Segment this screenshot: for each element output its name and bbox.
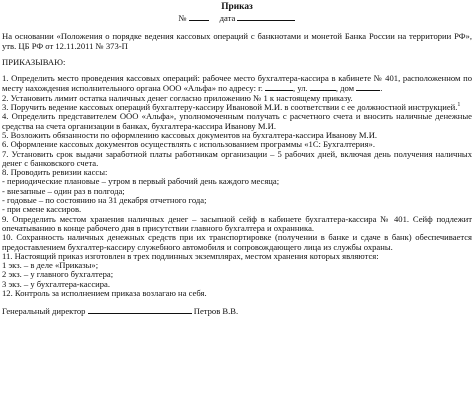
- item-8: 8. Проводить ревизии кассы:: [2, 167, 108, 178]
- item-4: 4. Определить представителем ООО «Альфа», уполномоченным получать с расчетного счета и вносить наличные денежные средства на счета организации в банках, бухгалтера-кассира Иванову М.И.: [2, 111, 472, 131]
- item-6: 6. Оформление кассовых документов осуществлять с использованием программы «1С: Бухгалтерия».: [2, 139, 375, 150]
- number-date-line: [2, 13, 472, 23]
- house-label: дом: [340, 83, 355, 94]
- item-1: 1. Определить место проведения кассовых операций: рабочее место бухгалтера-кассира в кабинете № 401, расположенном по месту нахождения исполнительного органа ООО «Альфа» по адресу: г. , ул. , дом .: [2, 73, 472, 94]
- signature-line: [2, 306, 472, 316]
- item-11-sub-2: 2 экз. – у главного бухгалтера;: [2, 269, 114, 280]
- item-8-sub-4: - при смене кассиров.: [2, 204, 82, 215]
- item-7: 7. Установить срок выдачи заработной платы работникам организации – 5 рабочих дней, включая день получения наличных денег с банковского счета.: [2, 148, 472, 168]
- order-document: [2, 2, 472, 317]
- item-8-sub-3: - годовые – по состоянию на 31 декабря отчетного года;: [2, 195, 207, 206]
- item-3-text: 3. Поручить ведение кассовых операций бухгалтеру-кассиру Ивановой М.И. в соответствии с ее должностной инструкцией.: [2, 102, 458, 113]
- signature-label: Генеральный директор: [2, 306, 86, 317]
- item-11-sub-1: 1 экз. – в деле «Приказы»;: [2, 260, 99, 271]
- item-8-sub-1: - периодические плановые – утром в первый рабочий день каждого месяца;: [2, 176, 280, 187]
- item-1-text: 1. Определить место проведения кассовых операций: рабочее место бухгалтера-кассира в кабинете № 401, расположенном по месту нахождения исполнительного органа ООО «Альфа» по адресу: г.: [2, 73, 472, 94]
- item-9: 9. Определить местом хранения наличных денег – засыпной сейф в кабинете бухгалтера-кассира № 401. Сейф подлежит опечатыванию в конце рабочего дня в присутствии главного бухгалтера и охранника.: [2, 213, 472, 233]
- date-label: дата: [219, 13, 236, 23]
- street-label: ул.: [297, 83, 308, 94]
- order-word: ПРИКАЗЫВАЮ:: [2, 56, 66, 67]
- item-11-sub-3: 3 экз. – у бухгалтера-кассира.: [2, 278, 111, 289]
- item-12: 12. Контроль за исполнением приказа возлагаю на себя.: [2, 288, 207, 299]
- signature-name: Петров В.В.: [193, 306, 239, 317]
- footnote-mark: 1: [457, 102, 461, 109]
- item-10: 10. Сохранность наличных денежных средств при их транспортировке (получении в банке и сдаче в банк) обеспечивается предоставлением бухгалтер-кассиру служебного автомобиля и сопровождающего лица из службы охраны.: [2, 232, 472, 252]
- item-5: 5. Возложить обязанности по оформлению кассовых документов на бухгалтера-кассира Иванову М.И.: [2, 129, 378, 140]
- date-blank: [237, 13, 295, 21]
- number-label: №: [178, 13, 187, 23]
- item-11: 11. Настоящий приказ изготовлен в трех подлинных экземплярах, местом хранения которых являются:: [2, 250, 379, 261]
- item-8-sub-2: - внезапные – один раз в полгода;: [2, 185, 125, 196]
- house-blank: [356, 83, 380, 91]
- item-2: 2. Установить лимит остатка наличных денег согласно приложению № 1 к настоящему приказу.: [2, 92, 353, 103]
- signature-blank: [88, 306, 192, 314]
- document-title: Приказ: [221, 2, 253, 12]
- street-blank: [310, 83, 336, 91]
- preamble: На основании «Положения о порядке ведения кассовых операций с банкнотами и монетой Банка России на территории РФ», утв. ЦБ РФ от 12.11.2011 № 373-П: [2, 31, 472, 51]
- number-blank: [189, 13, 209, 21]
- city-blank: [265, 83, 293, 91]
